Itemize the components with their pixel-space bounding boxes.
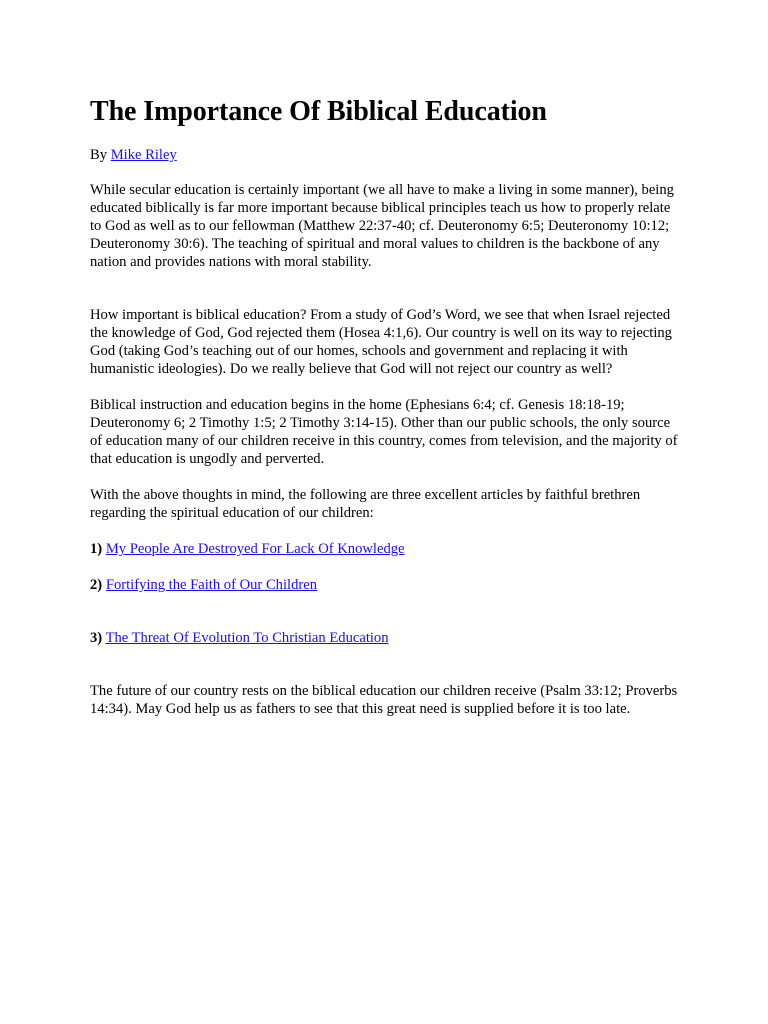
article-link-3[interactable]: The Threat Of Evolution To Christian Education (105, 630, 389, 646)
article (90, 95, 682, 718)
list-number: 1) (90, 541, 103, 557)
paragraph-home-instruction: Biblical instruction and education begins in the home (Ephesians 6:4; cf. Genesis 18:18-19; Deuteronomy 6; 2 Timothy 1:5; 2 Timothy 3:14-15). Other than our public schools, the only source of education many of our children receive in this country, comes from television, and the majority of that education is ungodly and perverted. (90, 397, 678, 467)
author-link[interactable]: Mike Riley (110, 147, 177, 163)
page-title: The Importance Of Biblical Education (90, 96, 547, 127)
paragraph-closing: The future of our country rests on the biblical education our children receive (Psalm 33:12; Proverbs 14:34). May God help us as fathers to see that this great need is supplied before it is too late. (90, 683, 678, 717)
paragraph-articles-intro: With the above thoughts in mind, the following are three excellent articles by faithful brethren regarding the spiritual education of our children: (90, 487, 641, 521)
byline-prefix: By (90, 147, 111, 163)
list-item-article-3 (90, 629, 682, 647)
list-item-article-1 (90, 540, 682, 558)
paragraph-intro: While secular education is certainly important (we all have to make a living in some manner), being educated biblically is far more important because biblical principles teach us how to properly relate to God as well as to our fellowman (Matthew 22:37-40; cf. Deuteronomy 6:5; Deuteronomy 10:12; Deuteronomy 30:6). The teaching of spiritual and moral values to children is the backbone of any nation and provides nations with moral stability. (90, 182, 674, 270)
paragraph-importance: How important is biblical education? From a study of God’s Word, we see that when Israel rejected the knowledge of God, God rejected them (Hosea 4:1,6). Our country is well on its way to rejecting God (taking God’s teaching out of our homes, schools and government and replacing it with humanistic ideologies). Do we really believe that God will not reject our country as well? (90, 307, 672, 377)
article-link-2[interactable]: Fortifying the Faith of Our Children (105, 577, 318, 593)
list-number: 3) (90, 630, 103, 646)
article-link-1[interactable]: My People Are Destroyed For Lack Of Knowledge (105, 541, 405, 557)
list-number: 2) (90, 577, 103, 593)
byline (90, 146, 682, 164)
list-item-article-2 (90, 576, 682, 594)
